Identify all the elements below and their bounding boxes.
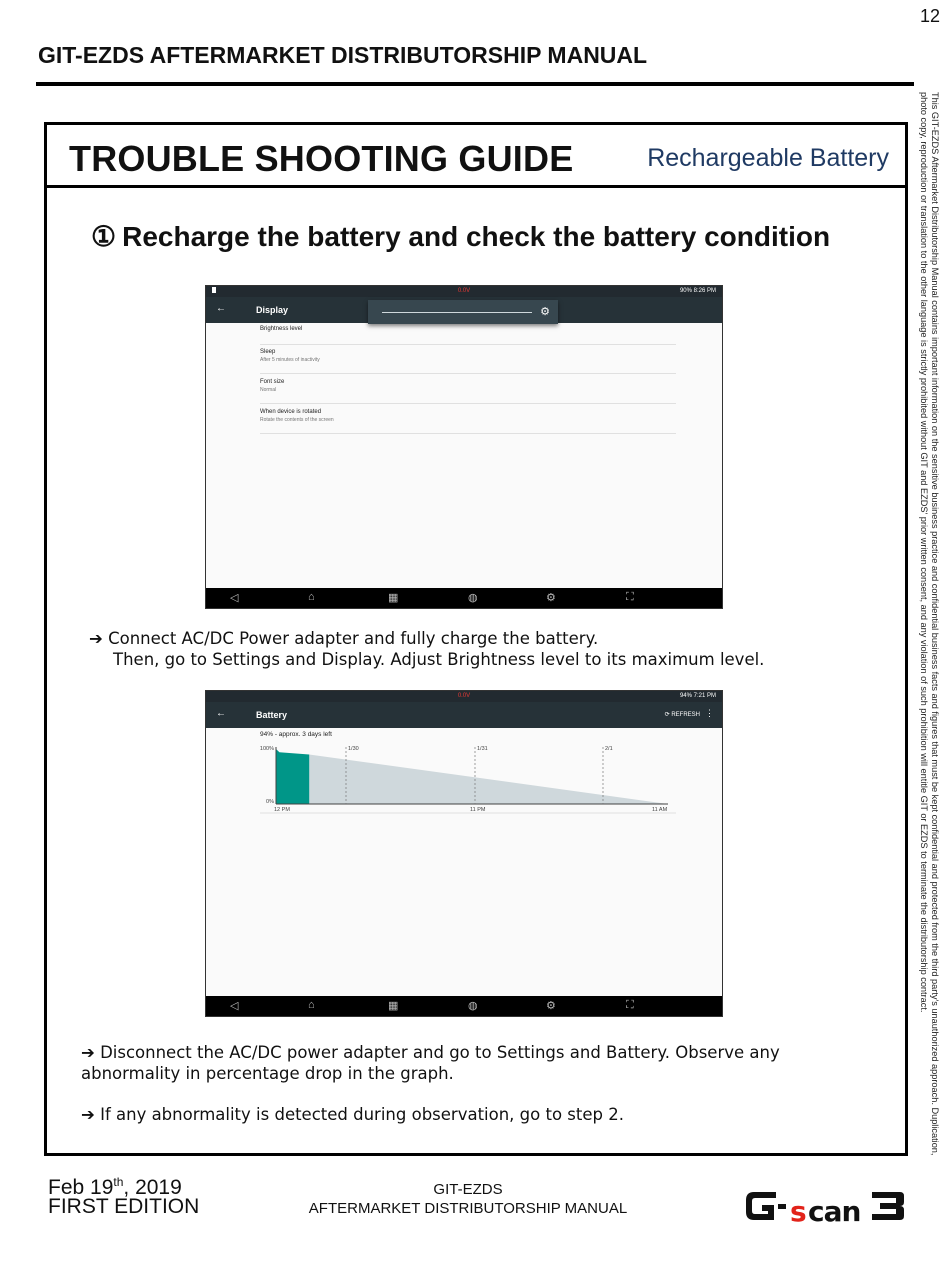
status-bar [206, 286, 722, 297]
confidentiality-notice [920, 92, 940, 1160]
pref-title: Sleep [260, 349, 276, 355]
pref-summary: After 5 minutes of inactivity [260, 357, 320, 363]
pref-title: Font size [260, 379, 285, 385]
footer-line-1: GIT-EZDS [433, 1181, 503, 1198]
settings-icon[interactable]: ⚙ [546, 1000, 556, 1012]
date-main: Feb 19 [48, 1176, 114, 1199]
x-tick-label: 11 PM [470, 807, 486, 813]
date-year: , 2019 [123, 1176, 182, 1199]
pref-sleep[interactable] [260, 349, 676, 374]
battery-summary: 94% - approx. 3 days left [260, 731, 332, 738]
globe-icon[interactable]: ◍ [468, 592, 478, 604]
battery-status: 90% [679, 288, 692, 294]
recents-icon[interactable]: ▦ [388, 592, 399, 604]
settings-icon[interactable]: ⚙ [546, 592, 556, 604]
x-tick-label: 11 AM [652, 807, 668, 813]
section-tag: Rechargeable Battery [647, 144, 889, 172]
app-title: Battery [256, 710, 288, 720]
pref-title: Brightness level [260, 326, 303, 332]
fullscreen-icon[interactable]: ⛶ [626, 591, 634, 603]
home-icon[interactable]: ⌂ [308, 999, 315, 1011]
guide-header [47, 125, 905, 188]
content-frame [44, 122, 908, 1156]
app-title: Display [256, 305, 289, 315]
note-step-3 [81, 1104, 624, 1125]
overflow-menu-icon[interactable]: ⋮ [705, 708, 714, 718]
date-marker-label: 2/1 [605, 746, 613, 752]
pref-summary: Rotate the contents of the screen [260, 417, 334, 423]
back-nav-icon[interactable]: ◁ [230, 592, 239, 604]
pref-rotation[interactable] [260, 409, 676, 434]
arrow-icon: ➔ [81, 1043, 95, 1062]
pref-brightness[interactable] [260, 326, 676, 345]
edition-label: FIRST EDITION [48, 1195, 200, 1218]
note-3-text: If any abnormality is detected during observation, go to step 2. [100, 1105, 624, 1124]
measured-area [276, 749, 309, 804]
pref-font-size[interactable] [260, 379, 676, 404]
clock-time: 8:26 PM [693, 288, 716, 294]
note-1-line-1: Connect AC/DC Power adapter and fully charge the battery. [108, 629, 599, 648]
status-clock [680, 288, 716, 294]
document-title: GIT-EZDS AFTERMARKET DISTRIBUTORSHIP MANUAL [38, 42, 648, 68]
note-2-text: Disconnect the AC/DC power adapter and go to Settings and Battery. Observe any abnormality in percentage drop in the graph. [81, 1043, 780, 1083]
nav-bar [206, 588, 722, 608]
step-number: ① [91, 221, 117, 252]
footer-center [298, 1180, 638, 1218]
brightness-slider-track[interactable] [382, 312, 532, 313]
globe-icon[interactable]: ◍ [468, 1000, 478, 1012]
back-arrow-icon[interactable]: ← [216, 303, 226, 314]
refresh-button[interactable]: ⟳ REFRESH [664, 712, 700, 718]
footer-line-2: AFTERMARKET DISTRIBUTORSHIP MANUAL [308, 1200, 628, 1217]
confidentiality-notice-text: This GIT-EZDS Aftermarket Distributorship Manual contains important information on the sensitive business practice and confidential business facts and figures that must be kept confidential and protected from the third party's unauthorized approach. Duplication, photo copy, reproduction or translation to the other language is strictly prohibited without GIT and EZDS' prior written consent, and any violation of such prohibition will entitle GIT or EZDS to terminate the distributorship contract. [919, 92, 940, 1156]
y-tick-label: 0% [266, 799, 274, 805]
header-rule [36, 82, 914, 86]
clock-time: 7:21 PM [693, 693, 716, 699]
step-heading-text: Recharge the battery and check the battery condition [122, 221, 831, 252]
arrow-icon: ➔ [89, 629, 103, 648]
home-icon[interactable]: ⌂ [308, 591, 315, 603]
date-suffix: th [113, 1175, 124, 1189]
page-number: 12 [919, 6, 940, 26]
back-arrow-icon[interactable]: ← [216, 708, 226, 719]
battery-chart [206, 691, 722, 821]
sd-card-icon [212, 287, 216, 293]
arrow-icon: ➔ [81, 1105, 95, 1124]
svg-text:can: can [808, 1195, 861, 1228]
gscan-logo [742, 1184, 907, 1228]
y-tick-label: 100% [259, 746, 274, 752]
brightness-slider-popup[interactable] [368, 300, 558, 324]
brightness-gear-icon[interactable]: ⚙ [540, 306, 550, 318]
refresh-label: REFRESH [671, 712, 700, 718]
date-marker-label: 1/31 [477, 746, 488, 752]
pref-summary: Normal [260, 387, 277, 393]
svg-text:s: s [790, 1195, 806, 1228]
fullscreen-icon[interactable]: ⛶ [626, 999, 634, 1011]
voltage-indicator: 0.0V [457, 288, 471, 294]
recents-icon[interactable]: ▦ [388, 1000, 399, 1012]
note-1-line-2: Then, go to Settings and Display. Adjust Brightness level to its maximum level. [113, 650, 765, 669]
step-heading [91, 220, 830, 253]
guide-title: TROUBLE SHOOTING GUIDE [69, 138, 574, 179]
battery-status: 94% [679, 693, 692, 699]
nav-bar [206, 996, 722, 1016]
display-settings-screenshot [205, 285, 723, 609]
projected-area [309, 755, 668, 805]
back-nav-icon[interactable]: ◁ [230, 1000, 239, 1012]
note-step-2 [81, 1042, 841, 1084]
note-step-1 [89, 628, 764, 670]
date-marker-label: 1/30 [348, 746, 359, 752]
x-tick-label: 12 PM [274, 807, 290, 813]
voltage-indicator: 0.0V [457, 693, 471, 699]
pref-title: When device is rotated [260, 409, 322, 415]
battery-screenshot [205, 690, 723, 1017]
